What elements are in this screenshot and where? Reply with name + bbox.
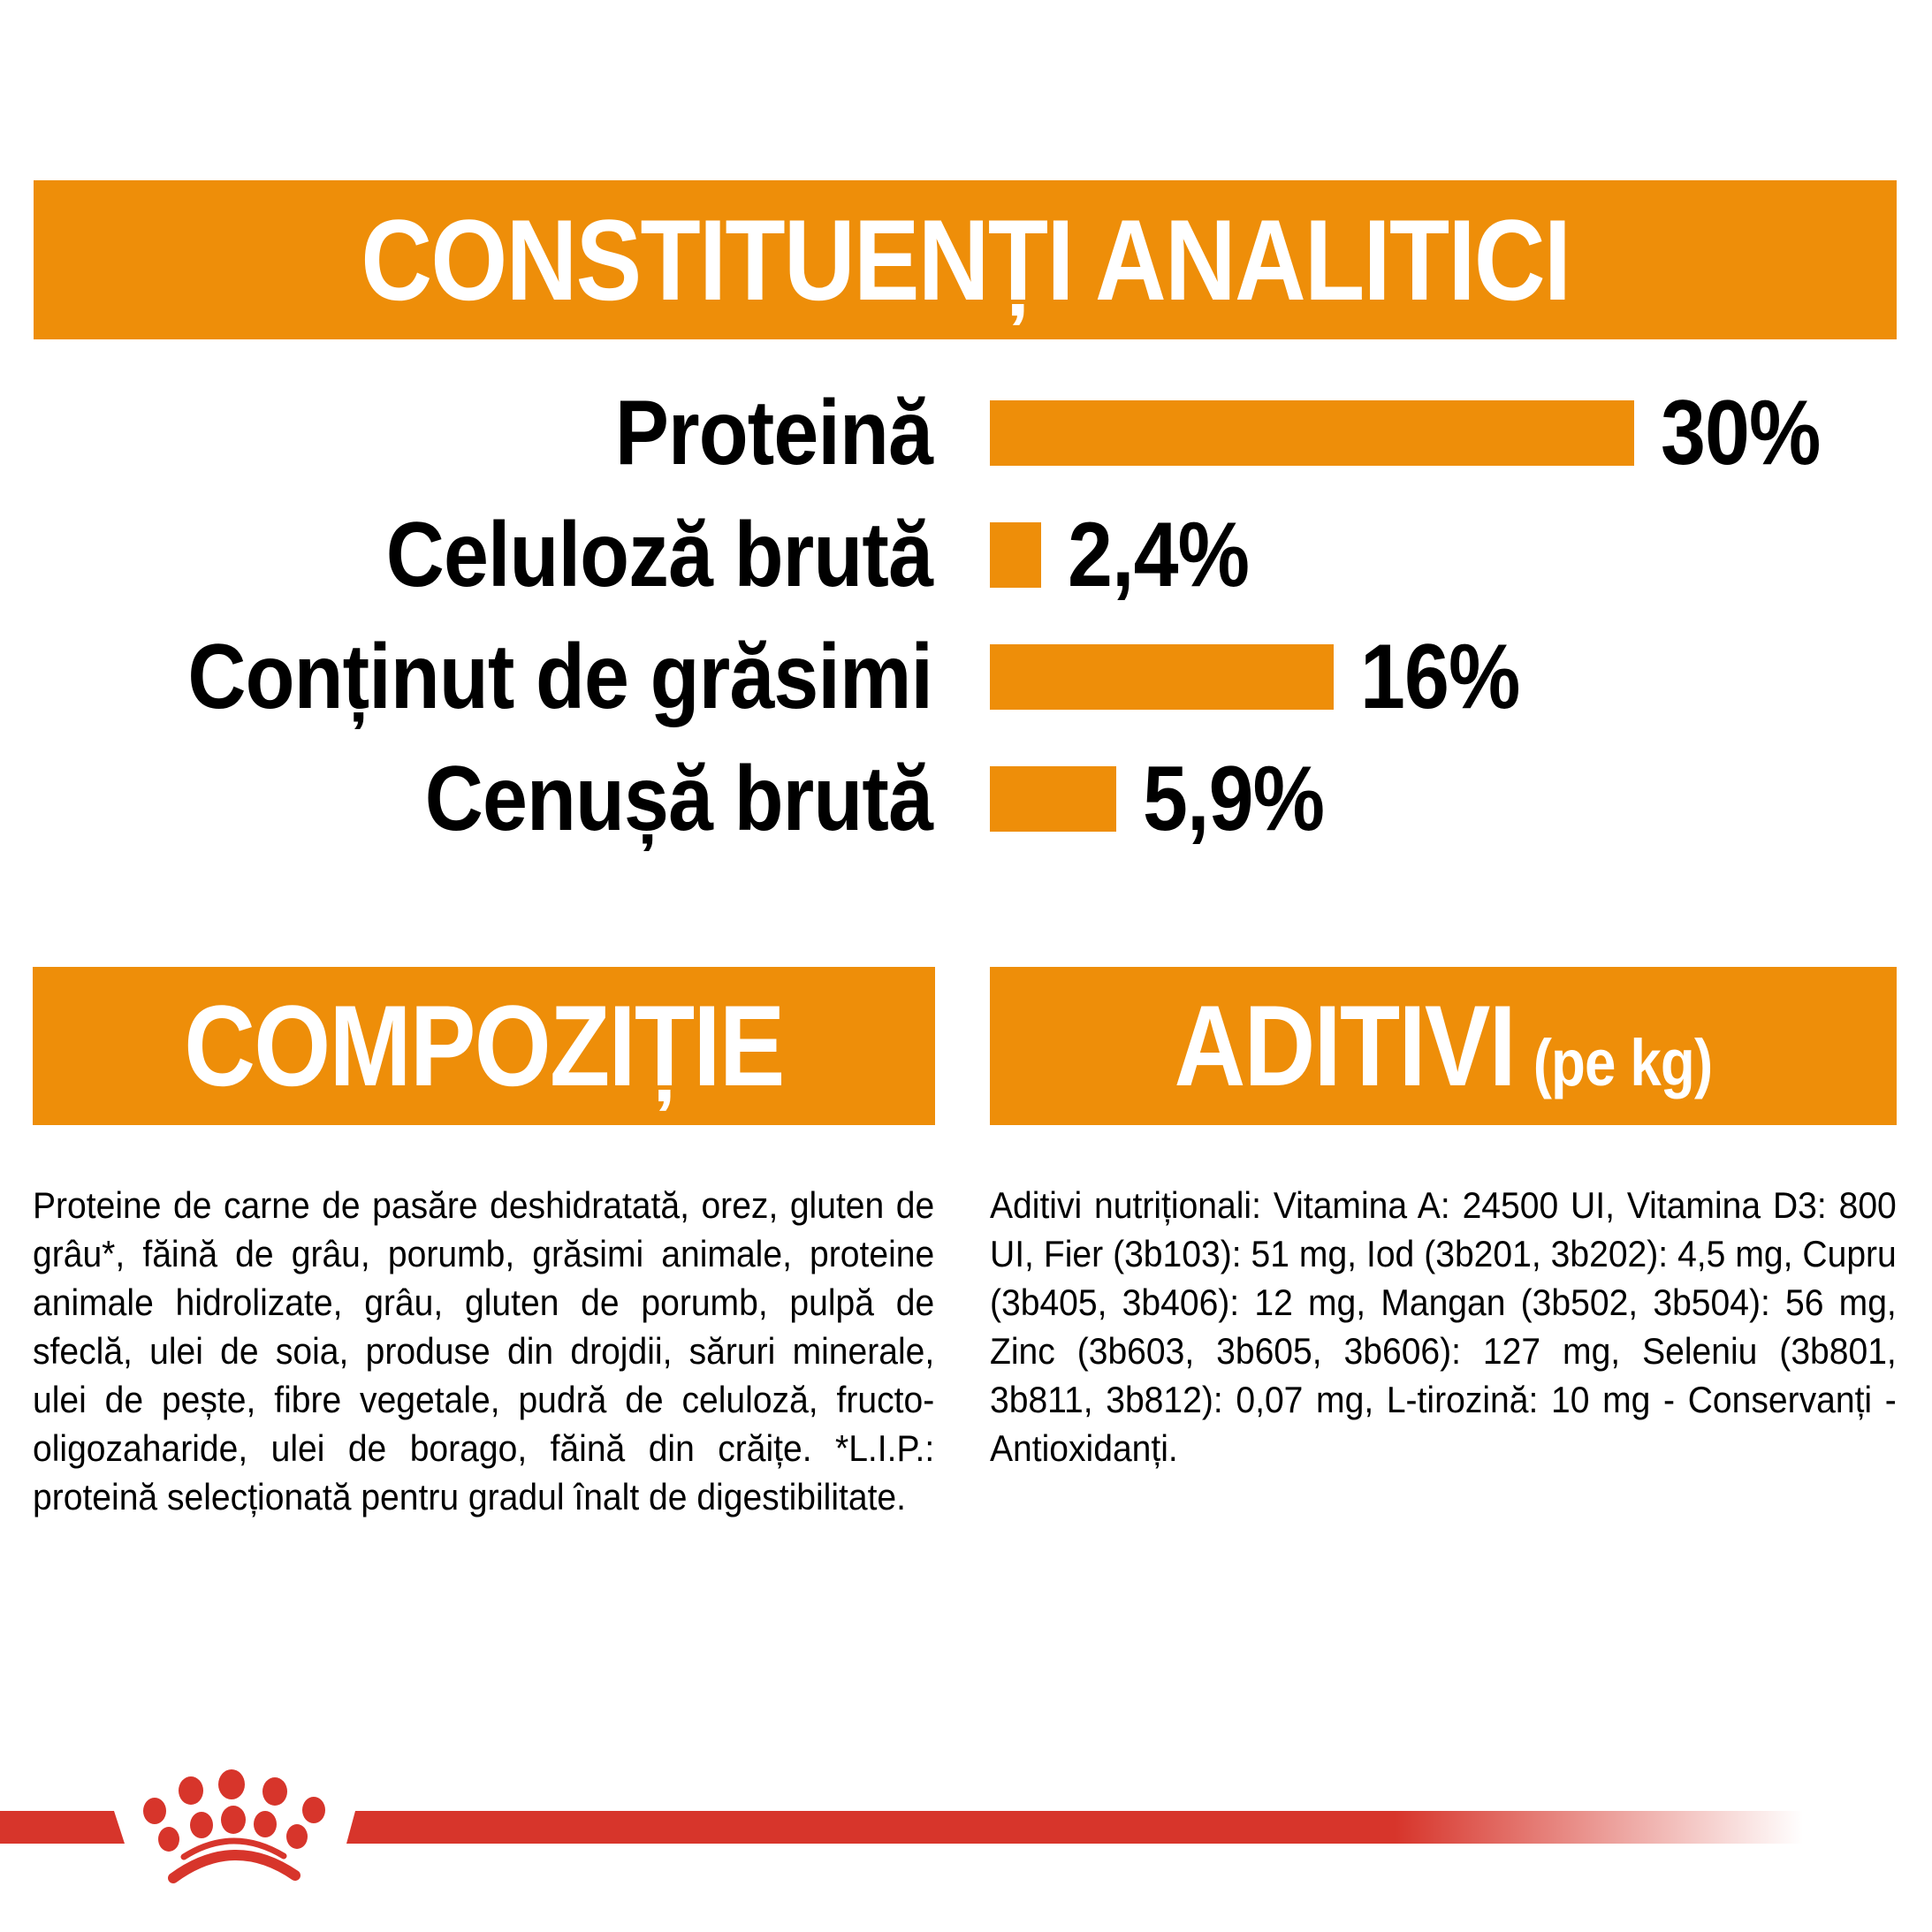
additives-title: ADITIVI: [1174, 981, 1516, 1110]
royal-canin-crown-logo: [133, 1766, 336, 1890]
chart-bar: [990, 644, 1334, 710]
header-banner: [34, 180, 1897, 339]
chart-bar-value: 30%: [1661, 382, 1821, 484]
composition-title: COMPOZIȚIE: [184, 981, 784, 1110]
chart-row-label: Cenușă brută: [424, 748, 933, 850]
chart-bar-value: 2,4%: [1068, 504, 1250, 606]
chart-bar: [990, 522, 1041, 588]
composition-banner: [33, 967, 935, 1125]
chart-bar: [990, 766, 1116, 832]
chart-bar-value: 16%: [1360, 626, 1520, 728]
footer-divider-left: [0, 1811, 125, 1844]
additives-banner: [990, 967, 1897, 1125]
chart-row-label: Proteină: [614, 382, 932, 484]
chart-bar-value: 5,9%: [1143, 748, 1325, 850]
footer-divider-right: [346, 1811, 1803, 1844]
composition-body-text: Proteine de carne de pasăre deshidratată, orez, gluten de grâu*, făină de grâu, porumb, grăsimi animale, proteine animale hidrolizate, grâu, gluten de porumb, pulpă de sfeclă, ulei de soia, produse din drojdii, săruri minerale, ulei de pește, fibre vegetale, pudră de celuloză, fructo-oligozaharide, ulei de borago, făină din crăițe. *L.I.P.: proteină selecționată pentru gradul înalt de digestibilitate.: [33, 1184, 935, 1517]
page-title: CONSTITUENȚI ANALITICI: [361, 195, 1570, 324]
crown-arcs: [173, 1841, 295, 1878]
chart-bar: [990, 400, 1634, 466]
chart-row-label: Celuloză brută: [385, 504, 932, 606]
additives-unit-label: (pe kg): [1533, 1026, 1713, 1099]
chart-row-label: Conținut de grăsimi: [187, 626, 933, 728]
additives-body-text: Aditivi nutriționali: Vitamina A: 24500 UI, Vitamina D3: 800 UI, Fier (3b103): 51 mg, Iod (3b201, 3b202): 4,5 mg, Cupru (3b405, 3b406): 12 mg, Mangan (3b502, 3b504): 56 mg, Zinc (3b603, 3b605, 3b606): 127 mg, Seleniu (3b801, 3b811, 3b812): 0,07 mg, L-tirozină: 10 mg - Conservanți - Antioxidanți.: [990, 1184, 1897, 1469]
